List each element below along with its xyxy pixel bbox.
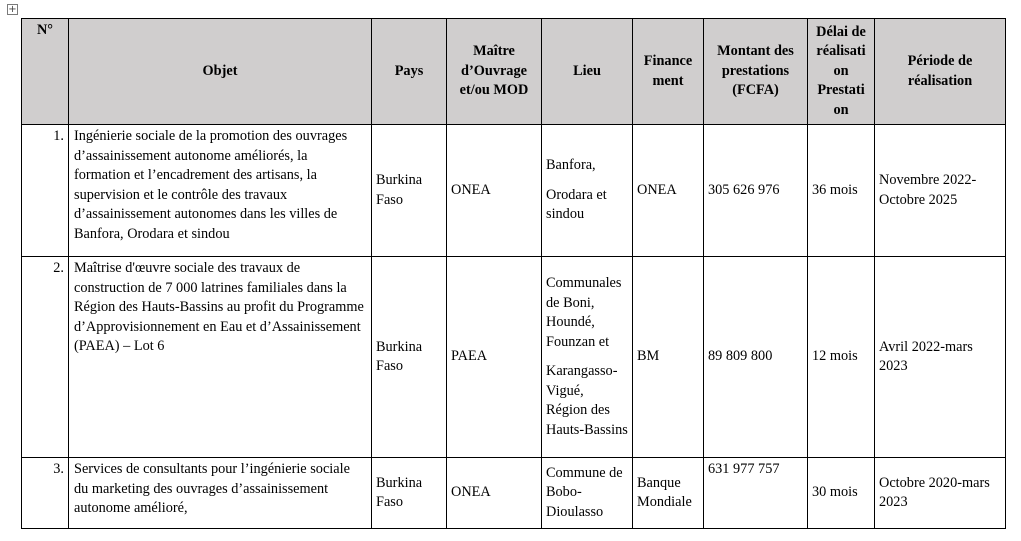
- row-montant: 89 809 800: [704, 257, 808, 458]
- row-montant: 631 977 757: [704, 458, 808, 529]
- row-financement: BM: [633, 257, 704, 458]
- row-lieu-part-a: Communales de Boni, Houndé, Founzan et: [546, 275, 622, 350]
- row-lieu-part-b: Karangasso-Vigué, Région des Hauts-Bassins: [546, 363, 628, 438]
- row-periode: Novembre 2022-Octobre 2025: [875, 125, 1006, 257]
- row-montant: 305 626 976: [704, 125, 808, 257]
- row-delai: 30 mois: [808, 458, 875, 529]
- row-maitre-ouvrage: ONEA: [447, 458, 542, 529]
- row-objet: Maîtrise d'œuvre sociale des travaux de construction de 7 000 latrines familiales dans la Région des Hauts-Bassins au profit du Programme d’Approvisionnement en Eau et d’Assainissement (PAEA) – Lot 6: [69, 257, 372, 458]
- header-num: N°: [22, 19, 69, 125]
- row-delai: 12 mois: [808, 257, 875, 458]
- references-table: [21, 18, 1006, 529]
- row-lieu-part-a: Commune de Bobo-Dioulasso: [546, 464, 623, 520]
- row-lieu: [542, 458, 633, 529]
- row-financement: Banque Mondiale: [633, 458, 704, 529]
- header-maitre-ouvrage: Maître d’Ouvrage et/ou MOD: [447, 19, 542, 125]
- row-financement: ONEA: [633, 125, 704, 257]
- header-delai: Délai de réalisati on Prestati on: [808, 19, 875, 125]
- header-lieu: Lieu: [542, 19, 633, 125]
- row-maitre-ouvrage: ONEA: [447, 125, 542, 257]
- row-number: 1.: [22, 125, 69, 257]
- table-move-handle-icon[interactable]: +: [8, 4, 17, 15]
- row-objet: Services de consultants pour l’ingénierie sociale du marketing des ouvrages d’assainissement autonome amélioré,: [69, 458, 372, 529]
- header-pays: Pays: [372, 19, 447, 125]
- row-number: 3.: [22, 458, 69, 529]
- header-periode: Période de réalisation: [875, 19, 1006, 125]
- table-row: [22, 458, 1006, 529]
- row-periode: Avril 2022-mars 2023: [875, 257, 1006, 458]
- row-lieu: [542, 257, 633, 458]
- header-objet: Objet: [69, 19, 372, 125]
- header-financement: Finance ment: [633, 19, 704, 125]
- header-row: [22, 19, 1006, 125]
- header-montant: Montant des prestations (FCFA): [704, 19, 808, 125]
- row-number: 2.: [22, 257, 69, 458]
- table-row: [22, 125, 1006, 257]
- row-lieu: [542, 125, 633, 257]
- table-row: [22, 257, 1006, 458]
- row-maitre-ouvrage: PAEA: [447, 257, 542, 458]
- row-delai: 36 mois: [808, 125, 875, 257]
- row-lieu-part-a: Banfora,: [546, 157, 596, 174]
- row-objet: Ingénierie sociale de la promotion des ouvrages d’assainissement autonome améliorés, la formation et l’encadrement des artisans, la supervision et le contrôle des travaux d’assainissement autonomes dans les villes de Banfora, Orodara et sindou: [69, 125, 372, 257]
- row-pays: Burkina Faso: [372, 458, 447, 529]
- row-pays: Burkina Faso: [372, 125, 447, 257]
- row-pays: Burkina Faso: [372, 257, 447, 458]
- row-lieu-part-b: Orodara et sindou: [546, 186, 607, 223]
- row-periode: Octobre 2020-mars 2023: [875, 458, 1006, 529]
